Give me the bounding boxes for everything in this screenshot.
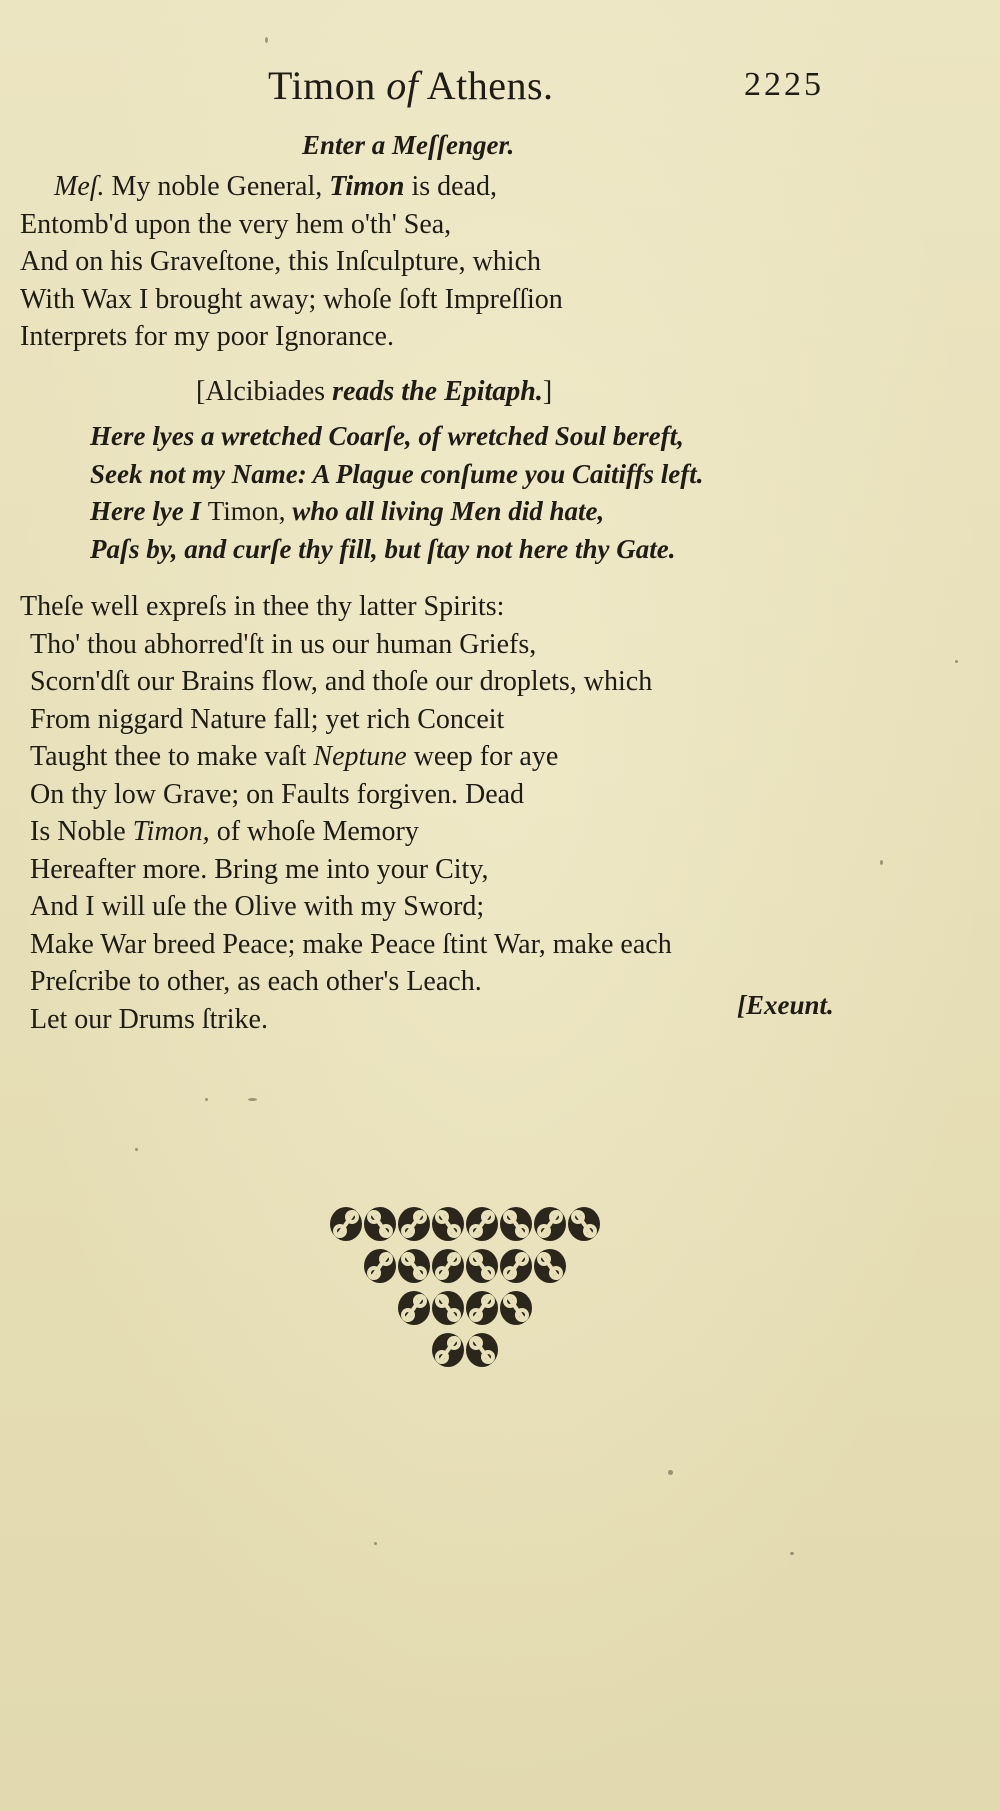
ornament-tile [534,1207,566,1241]
speech-line: Entomb'd upon the very hem o'th' Sea, [20,208,452,240]
ink-speck [265,37,268,43]
epitaph-line: Here lyes a wretched Coarſe, of wretched Soul bereft, [90,421,684,451]
ornament-tile [432,1207,464,1241]
speaker-label: Meſ. [54,171,105,202]
speech-line: Tho' thou abhorred'ſt in us our human Griefs, [30,628,537,660]
ink-speck [374,1542,377,1545]
messenger-speech [20,168,563,356]
speech-line: With Wax I brought away; whoſe ſoft Impreſſion [20,283,563,315]
ornament-tile [330,1207,362,1241]
ink-speck [790,1552,794,1555]
ornament-tile [432,1333,464,1367]
speech-line: Hereafter more. Bring me into your City, [30,853,489,885]
speech-line: Is Noble Timon, of whoſe Memory [30,816,419,847]
exit-direction: [Exeunt. [737,990,834,1020]
speech-line: Make War breed Peace; make Peace ſtint War, make each [30,928,672,960]
ornament-tile [568,1207,600,1241]
speech-line: And I will uſe the Olive with my Sword; [30,891,485,922]
speech-line: And on his Graveſtone, this Inſculpture, which [20,246,542,277]
running-title [268,62,554,109]
epitaph-line: Seek not my Name: A Plague conſume you Caitiffs left. [90,458,704,489]
speech-line: Taught thee to make vaſt Neptune weep for aye [30,741,559,772]
ornament-tile [398,1291,430,1325]
title-main: Timon [268,63,376,108]
ornament-tile [534,1249,566,1283]
ornament-tile [466,1249,498,1283]
speech-line: From niggard Nature fall; yet rich Conceit [30,703,505,735]
ornament-tile [500,1249,532,1283]
ink-speck [248,1098,257,1101]
ornament-tile [466,1207,498,1241]
speech-line: Theſe well expreſs in thee thy latter Spirits: [20,591,505,622]
ornament-tile [364,1249,396,1283]
ornament-tile [466,1291,498,1325]
speech-line: Meſ. My noble General, Timon is dead, [54,171,497,202]
tailpiece-ornament-icon [320,1205,610,1375]
ornament-tile [364,1207,396,1241]
speech-line: Scorn'dſt our Brains flow, and thoſe our droplets, which [30,666,653,697]
speech-line: Let our Drums ſtrike. [30,1003,268,1035]
epitaph-line: Here lye I Timon, who all living Men did hate, [90,496,605,526]
epitaph-line: Paſs by, and curſe thy fill, but ſtay not here thy Gate. [90,533,676,564]
speech-line: Preſcribe to other, as each other's Leach. [30,966,482,997]
title-end: Athens. [426,63,554,108]
page-number: 2225 [744,66,824,103]
ornament-tile [432,1249,464,1283]
ornament-tile [398,1249,430,1283]
ink-speck [135,1148,138,1151]
ornament-tile [500,1207,532,1241]
ornament-tile [398,1207,430,1241]
speech-line: On thy low Grave; on Faults forgiven. Dead [30,778,525,810]
ink-speck [668,1470,673,1475]
ink-speck [205,1098,208,1101]
ink-speck [955,660,958,663]
alcibiades-speech [20,588,870,1038]
epitaph-heading: [Alcibiades reads the Epitaph.] [196,376,553,407]
ornament-tile [466,1333,498,1367]
epitaph-text [90,418,703,568]
ornament-tile [432,1291,464,1325]
title-of: of [386,63,419,108]
stage-direction: Enter a Meſſenger. [302,130,515,160]
speech-line: Interprets for my poor Ignorance. [20,321,394,352]
ornament-tile [500,1291,532,1325]
ink-speck [880,860,883,865]
